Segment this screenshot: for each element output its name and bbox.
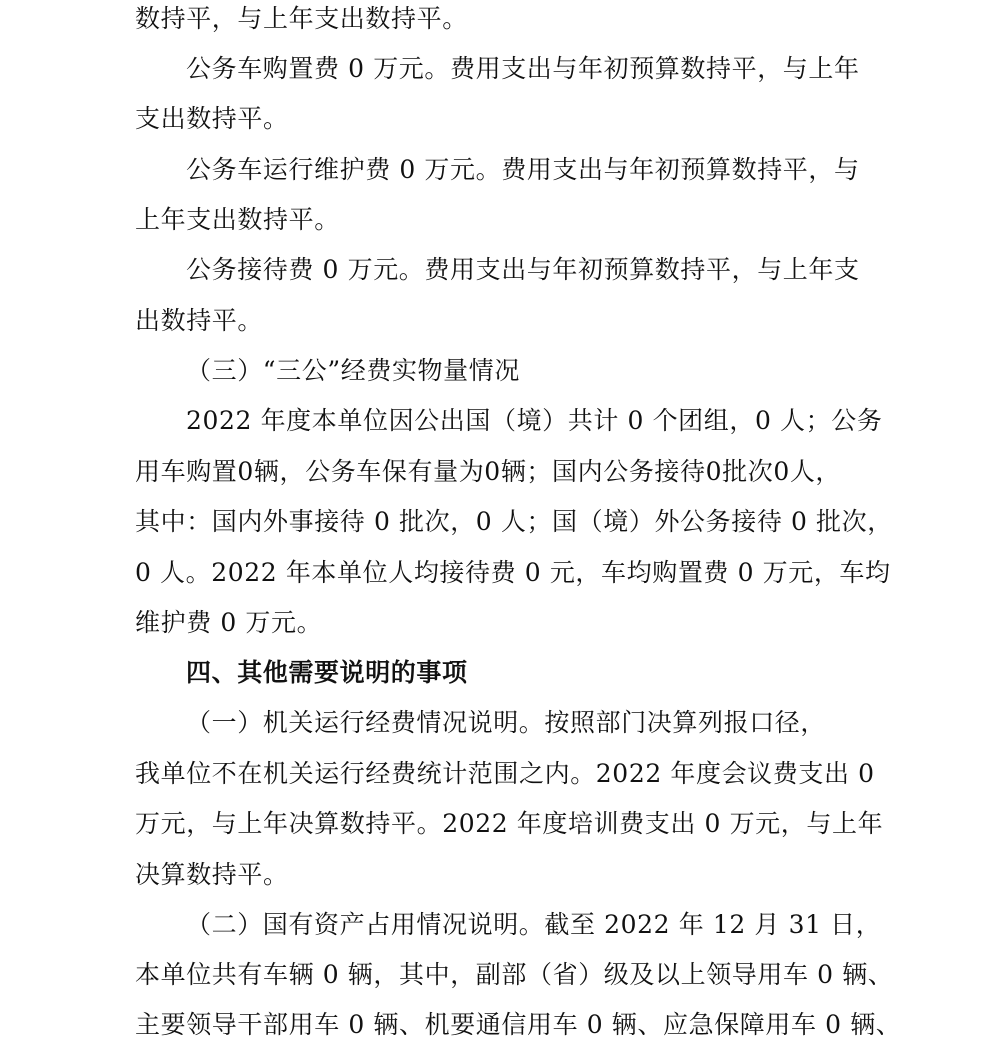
text-line: 用车购置0辆，公务车保有量为0辆；国内公务接待0批次0人， xyxy=(135,457,842,486)
section-title: 四、其他需要说明的事项 xyxy=(186,658,468,687)
text-line: 本单位共有车辆 0 辆，其中，副部（省）级及以上领导用车 0 辆、 xyxy=(135,960,894,989)
text-line: 出数持平。 xyxy=(135,306,264,335)
section-heading: （三）“三公”经费实物量情况 xyxy=(186,356,520,385)
text-line: 公务车运行维护费 0 万元。费用支出与年初预算数持平，与 xyxy=(186,155,860,184)
text-line: 决算数持平。 xyxy=(135,860,289,889)
text-line: 2022 年度本单位因公出国（境）共计 0 个团组，0 人；公务 xyxy=(186,406,883,435)
text-line: 主要领导干部用车 0 辆、机要通信用车 0 辆、应急保障用车 0 辆、 xyxy=(135,1010,902,1039)
text-line: 上年支出数持平。 xyxy=(135,205,340,234)
text-line: 其中：国内外事接待 0 批次，0 人；国（境）外公务接待 0 批次， xyxy=(135,507,893,536)
text-line: 支出数持平。 xyxy=(135,104,289,133)
text-line: 万元，与上年决算数持平。2022 年度培训费支出 0 万元，与上年 xyxy=(135,809,884,838)
text-line: 数持平，与上年支出数持平。 xyxy=(135,4,468,33)
text-line: 维护费 0 万元。 xyxy=(135,608,323,637)
text-line: 公务接待费 0 万元。费用支出与年初预算数持平，与上年支 xyxy=(186,255,860,284)
text-line: 我单位不在机关运行经费统计范围之内。2022 年度会议费支出 0 xyxy=(135,759,875,788)
text-line: 0 人。2022 年本单位人均接待费 0 元，车均购置费 0 万元，车均 xyxy=(135,558,891,587)
text-line: （一）机关运行经费情况说明。按照部门决算列报口径， xyxy=(186,708,827,737)
text-line: 公务车购置费 0 万元。费用支出与年初预算数持平，与上年 xyxy=(186,54,860,83)
text-line: （二）国有资产占用情况说明。截至 2022 年 12 月 31 日， xyxy=(186,910,882,939)
